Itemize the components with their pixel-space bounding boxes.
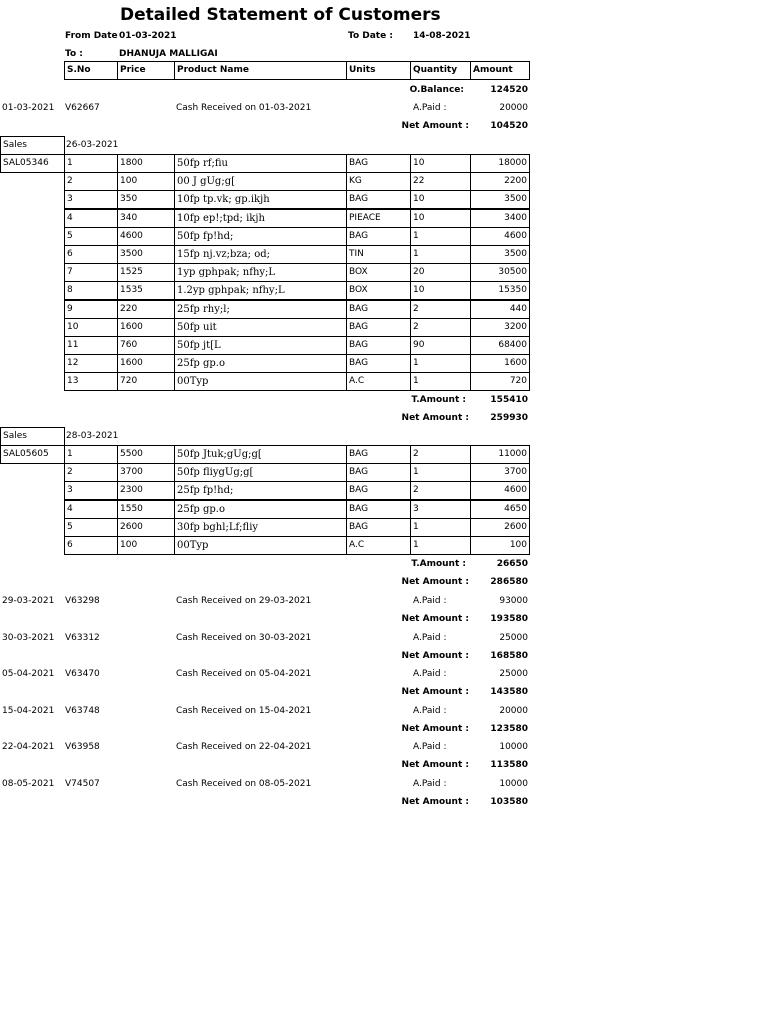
item-qty: 1	[410, 245, 471, 264]
item-unit: BOX	[346, 281, 411, 300]
payment-paid-label: A.Paid :	[413, 596, 447, 606]
item-unit: A.C	[346, 536, 411, 555]
item-sno: 6	[64, 245, 118, 264]
item-unit: BAG	[346, 300, 411, 319]
payment-paid-value: 93000	[499, 596, 528, 606]
item-sno: 5	[64, 227, 118, 246]
item-price: 1600	[117, 318, 175, 337]
item-unit: BAG	[346, 227, 411, 246]
item-price: 2600	[117, 518, 175, 537]
item-sno: 1	[64, 154, 118, 173]
payment-description: Cash Received on 22-04-2021	[176, 742, 312, 752]
payment-paid-value: 25000	[499, 632, 528, 643]
payment-paid-label: A.Paid :	[413, 742, 447, 752]
item-sno: 5	[64, 518, 118, 537]
payment-voucher: V63312	[65, 632, 100, 643]
item-qty: 10	[410, 190, 471, 209]
item-price: 100	[117, 172, 175, 191]
item-amount: 440	[470, 300, 530, 319]
item-price: 340	[117, 209, 175, 228]
item-product: 10fp tp.vk; gp.ikjh	[174, 190, 347, 209]
opening-description: Cash Received on 01-03-2021	[176, 103, 312, 113]
item-product: 30fp bghl;Lf;fliy	[174, 518, 347, 537]
item-product: 50fp rf;fiu	[174, 154, 347, 173]
item-amount: 3200	[470, 318, 530, 337]
item-sno: 1	[64, 445, 118, 464]
item-product: 50fp fp!hd;	[174, 227, 347, 246]
item-unit: BAG	[346, 500, 411, 519]
column-header-amount: Amount	[470, 61, 530, 80]
payment-paid-label: A.Paid :	[413, 705, 447, 716]
item-product: 00Typ	[174, 536, 347, 555]
opening-net-label: Net Amount :	[401, 121, 469, 131]
item-amount: 100	[470, 536, 530, 555]
item-qty: 1	[410, 536, 471, 555]
item-product: 25fp gp.o	[174, 500, 347, 519]
payment-net-value: 168580	[490, 650, 528, 661]
sale1-net-value: 259930	[490, 413, 528, 423]
item-unit: BAG	[346, 154, 411, 173]
item-unit: KG	[346, 172, 411, 191]
payment-description: Cash Received on 15-04-2021	[176, 705, 312, 716]
item-qty: 10	[410, 209, 471, 228]
item-price: 220	[117, 300, 175, 319]
payment-date: 08-05-2021	[2, 778, 55, 789]
item-price: 5500	[117, 445, 175, 464]
payment-paid-label: A.Paid :	[413, 632, 447, 643]
item-amount: 720	[470, 372, 530, 391]
item-unit: BAG	[346, 445, 411, 464]
opening-date: 01-03-2021	[2, 103, 55, 113]
item-price: 2300	[117, 481, 175, 500]
payment-voucher: V63470	[65, 669, 100, 679]
item-sno: 4	[64, 500, 118, 519]
payment-description: Cash Received on 30-03-2021	[176, 632, 312, 643]
obalance-label: O.Balance:	[409, 85, 464, 95]
item-amount: 15350	[470, 281, 530, 300]
item-qty: 2	[410, 318, 471, 337]
item-price: 350	[117, 190, 175, 209]
item-qty: 1	[410, 227, 471, 246]
item-sno: 2	[64, 172, 118, 191]
item-price: 100	[117, 536, 175, 555]
sale2-tamount-value: 26650	[496, 559, 528, 569]
payment-paid-value: 10000	[499, 778, 528, 789]
item-product: 25fp fp!hd;	[174, 481, 347, 500]
item-product: 15fp nj.vz;bza; od;	[174, 245, 347, 264]
item-amount: 4600	[470, 227, 530, 246]
sale2-tamount-label: T.Amount :	[411, 559, 466, 569]
item-price: 1800	[117, 154, 175, 173]
item-sno: 11	[64, 336, 118, 355]
item-qty: 3	[410, 500, 471, 519]
sale1-tamount-value: 155410	[490, 395, 528, 405]
payment-net-value: 113580	[490, 760, 528, 770]
item-amount: 2600	[470, 518, 530, 537]
payment-description: Cash Received on 29-03-2021	[176, 596, 312, 606]
item-amount: 1600	[470, 354, 530, 373]
item-amount: 68400	[470, 336, 530, 355]
payment-voucher: V74507	[65, 778, 100, 789]
item-sno: 12	[64, 354, 118, 373]
payment-net-value: 143580	[490, 687, 528, 697]
sale2-net-value: 286580	[490, 577, 528, 587]
item-qty: 20	[410, 263, 471, 282]
payment-voucher: V63298	[65, 596, 100, 606]
to-date-value: 14-08-2021	[413, 31, 471, 41]
item-unit: BAG	[346, 463, 411, 482]
item-price: 4600	[117, 227, 175, 246]
from-date-label: From Date	[65, 31, 118, 41]
item-amount: 3400	[470, 209, 530, 228]
item-unit: PIEACE	[346, 209, 411, 228]
item-price: 3500	[117, 245, 175, 264]
item-qty: 2	[410, 445, 471, 464]
column-header-product: Product Name	[174, 61, 347, 80]
item-sno: 13	[64, 372, 118, 391]
payment-net-value: 103580	[490, 796, 528, 807]
sale2-code: SAL05605	[0, 445, 65, 464]
payment-voucher: V63958	[65, 742, 100, 752]
item-sno: 8	[64, 281, 118, 300]
item-unit: BAG	[346, 354, 411, 373]
item-product: 1.2yp gphpak; nfhy;L	[174, 281, 347, 300]
item-qty: 2	[410, 300, 471, 319]
item-sno: 6	[64, 536, 118, 555]
to-date-label: To Date :	[348, 31, 393, 41]
item-unit: A.C	[346, 372, 411, 391]
sale2-net-label: Net Amount :	[401, 577, 469, 587]
payment-description: Cash Received on 08-05-2021	[176, 778, 312, 789]
payment-net-value: 193580	[490, 614, 528, 624]
payment-date: 15-04-2021	[2, 705, 55, 716]
item-amount: 3500	[470, 190, 530, 209]
item-product: 50fp fliygUg;g[	[174, 463, 347, 482]
item-sno: 7	[64, 263, 118, 282]
item-product: 10fp ep!;tpd; ikjh	[174, 209, 347, 228]
item-unit: BAG	[346, 318, 411, 337]
item-qty: 1	[410, 518, 471, 537]
column-header-sno: S.No	[64, 61, 118, 80]
item-qty: 22	[410, 172, 471, 191]
item-qty: 1	[410, 463, 471, 482]
item-price: 1525	[117, 263, 175, 282]
item-amount: 30500	[470, 263, 530, 282]
sale2-date: 28-03-2021	[66, 431, 119, 441]
payment-date: 30-03-2021	[2, 632, 55, 643]
item-product: 00Typ	[174, 372, 347, 391]
item-unit: BAG	[346, 481, 411, 500]
payment-net-value: 123580	[490, 723, 528, 734]
sale1-tamount-label: T.Amount :	[411, 395, 466, 405]
item-qty: 10	[410, 281, 471, 300]
item-price: 1600	[117, 354, 175, 373]
payment-description: Cash Received on 05-04-2021	[176, 669, 312, 679]
item-unit: BOX	[346, 263, 411, 282]
column-header-qty: Quantity	[410, 61, 471, 80]
item-product: 25fp gp.o	[174, 354, 347, 373]
opening-voucher: V62667	[65, 103, 100, 113]
item-product: 1yp gphpak; nfhy;L	[174, 263, 347, 282]
from-date-value: 01-03-2021	[119, 31, 177, 41]
payment-net-label: Net Amount :	[401, 796, 469, 807]
item-product: 25fp rhy;l;	[174, 300, 347, 319]
item-price: 760	[117, 336, 175, 355]
item-sno: 3	[64, 190, 118, 209]
item-product: 50fp uit	[174, 318, 347, 337]
page-title: Detailed Statement of Customers	[120, 5, 441, 25]
item-amount: 4600	[470, 481, 530, 500]
item-qty: 1	[410, 372, 471, 391]
payment-date: 29-03-2021	[2, 596, 55, 606]
opening-net-value: 104520	[490, 121, 528, 131]
payment-paid-label: A.Paid :	[413, 669, 447, 679]
sale1-type-label: Sales	[0, 136, 65, 155]
item-price: 1550	[117, 500, 175, 519]
opening-paid-label: A.Paid :	[413, 103, 447, 113]
item-price: 1535	[117, 281, 175, 300]
opening-paid-value: 20000	[499, 103, 528, 113]
sale2-type-label: Sales	[0, 427, 65, 446]
item-sno: 9	[64, 300, 118, 319]
column-header-unit: Units	[346, 61, 411, 80]
item-price: 720	[117, 372, 175, 391]
payment-voucher: V63748	[65, 705, 100, 716]
item-amount: 4650	[470, 500, 530, 519]
payment-net-label: Net Amount :	[401, 687, 469, 697]
payment-paid-value: 25000	[499, 669, 528, 679]
payment-net-label: Net Amount :	[401, 723, 469, 734]
payment-paid-value: 20000	[499, 705, 528, 716]
item-product: 50fp Jtuk;gUg;g[	[174, 445, 347, 464]
item-unit: BAG	[346, 190, 411, 209]
item-unit: BAG	[346, 518, 411, 537]
item-sno: 2	[64, 463, 118, 482]
item-amount: 3700	[470, 463, 530, 482]
item-amount: 2200	[470, 172, 530, 191]
item-sno: 3	[64, 481, 118, 500]
item-amount: 11000	[470, 445, 530, 464]
item-qty: 90	[410, 336, 471, 355]
item-qty: 10	[410, 154, 471, 173]
item-sno: 4	[64, 209, 118, 228]
payment-paid-value: 10000	[499, 742, 528, 752]
payment-date: 22-04-2021	[2, 742, 55, 752]
payment-net-label: Net Amount :	[401, 650, 469, 661]
item-product: 50fp jt[L	[174, 336, 347, 355]
payment-net-label: Net Amount :	[401, 614, 469, 624]
item-unit: BAG	[346, 336, 411, 355]
payment-date: 05-04-2021	[2, 669, 55, 679]
item-unit: TIN	[346, 245, 411, 264]
payment-net-label: Net Amount :	[401, 760, 469, 770]
customer-name: DHANUJA MALLIGAI	[119, 49, 218, 59]
sale1-net-label: Net Amount :	[401, 413, 469, 423]
item-price: 3700	[117, 463, 175, 482]
item-amount: 3500	[470, 245, 530, 264]
column-header-price: Price	[117, 61, 175, 80]
item-qty: 2	[410, 481, 471, 500]
item-qty: 1	[410, 354, 471, 373]
obalance-value: 124520	[490, 85, 528, 95]
item-product: 00 J gUg;g[	[174, 172, 347, 191]
sale1-code: SAL05346	[0, 154, 65, 173]
item-sno: 10	[64, 318, 118, 337]
item-amount: 18000	[470, 154, 530, 173]
payment-paid-label: A.Paid :	[413, 778, 447, 789]
to-label: To :	[65, 49, 83, 59]
sale1-date: 26-03-2021	[66, 140, 119, 150]
